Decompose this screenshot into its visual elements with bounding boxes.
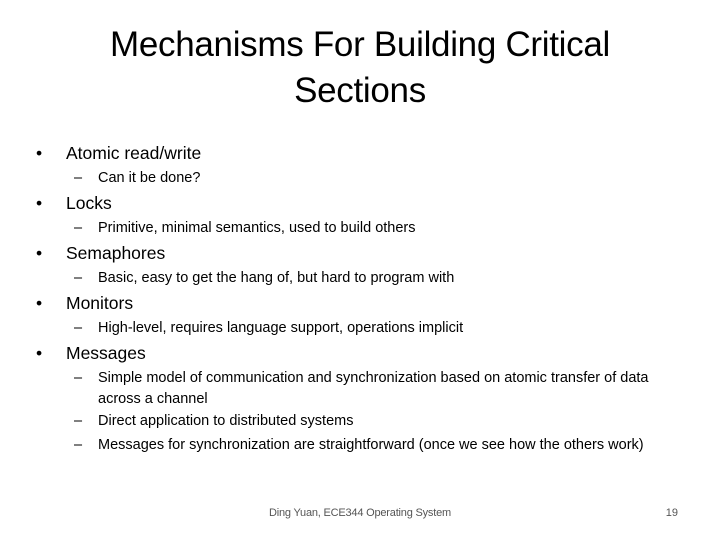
bullet-dot: • (36, 343, 43, 363)
sub-bullet-text: Messages for synchronization are straightforward (once we see how the others work) (98, 437, 644, 453)
bullet-label: Atomic read/write (66, 143, 202, 163)
bullet-dot: • (36, 293, 43, 313)
sub-bullet-dash: – (74, 220, 83, 236)
bullet-label: Semaphores (66, 243, 166, 263)
sub-bullet (74, 318, 694, 339)
sub-bullet-text: Primitive, minimal semantics, used to build others (98, 220, 416, 236)
sub-bullet-dash: – (74, 270, 83, 286)
bullet-locks (36, 192, 112, 214)
bullet-messages (36, 342, 146, 364)
sub-bullet-text: Basic, easy to get the hang of, but hard to program with (98, 270, 455, 286)
slide-title-line-1: Mechanisms For Building Critical (109, 25, 610, 64)
slide-title-line-2: Sections (294, 71, 426, 110)
sub-bullet-dash: – (74, 170, 83, 186)
bullet-semaphores (36, 242, 165, 264)
sub-bullet (74, 368, 684, 410)
bullet-atomic-read-write (36, 142, 201, 164)
sub-bullet-dash: – (74, 370, 83, 386)
sub-bullet-text: Direct application to distributed systems (98, 413, 354, 429)
bullet-dot: • (36, 193, 43, 213)
footer-author: Ding Yuan, ECE344 Operating System (269, 507, 451, 519)
bullet-dot: • (36, 143, 43, 163)
bullet-label: Messages (66, 343, 146, 363)
page-number: 19 (665, 507, 678, 519)
slide-title (60, 22, 660, 114)
sub-bullet-dash: – (74, 413, 83, 429)
bullet-label: Locks (66, 193, 112, 213)
sub-bullet-text: High-level, requires language support, operations implicit (98, 320, 464, 336)
bullet-label: Monitors (66, 293, 134, 313)
sub-bullet-dash: – (74, 320, 83, 336)
sub-bullet-dash: – (74, 437, 83, 453)
bullet-monitors (36, 292, 133, 314)
sub-bullet-text: Can it be done? (98, 170, 201, 186)
sub-bullet (74, 411, 694, 432)
sub-bullet-text: Simple model of communication and synchronization based on atomic transfer of data across a channel (98, 370, 649, 407)
bullet-dot: • (36, 243, 43, 263)
sub-bullet (74, 168, 694, 189)
sub-bullet (74, 435, 684, 456)
sub-bullet (74, 218, 694, 239)
sub-bullet (74, 268, 694, 289)
